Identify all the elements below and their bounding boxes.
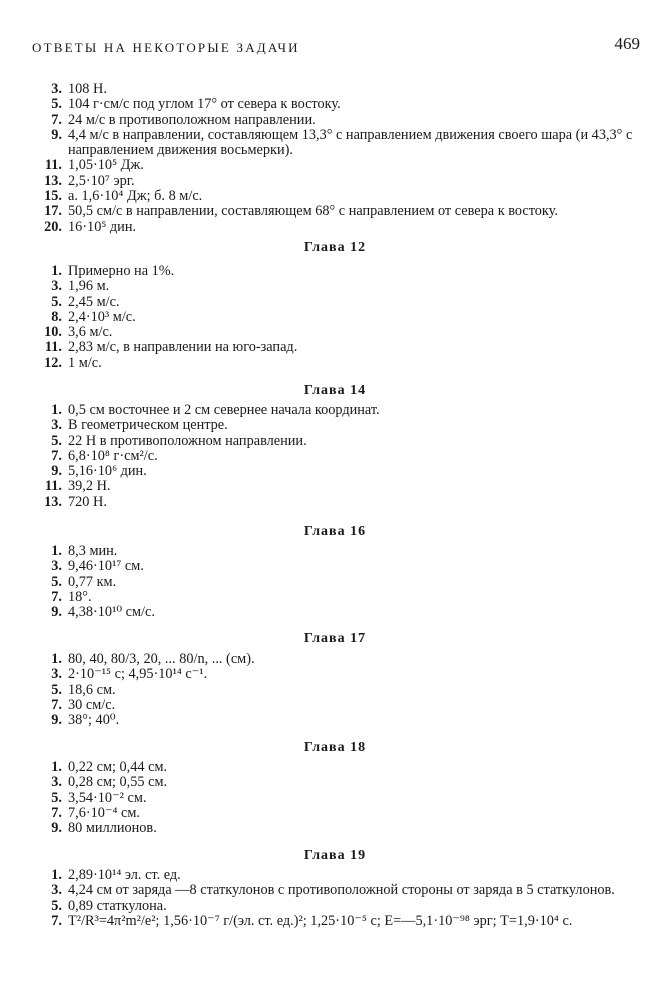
answer-number: 7. bbox=[51, 804, 62, 821]
answer-item bbox=[26, 403, 648, 418]
answer-text: 7,6·10⁻⁴ см. bbox=[68, 804, 141, 821]
chapter-title: Глава 16 bbox=[303, 524, 367, 539]
answer-text: 2,89·10¹⁴ эл. ст. ед. bbox=[68, 867, 181, 883]
answer-item bbox=[26, 158, 648, 173]
answer-number: 3. bbox=[51, 417, 62, 434]
answer-item bbox=[26, 495, 648, 510]
answer-number: 13. bbox=[44, 493, 62, 510]
answer-text: 4,38·10¹⁰ см/с. bbox=[68, 604, 155, 621]
answer-text: 4,4 м/с в направлении, составляющем 13,3° с направлением движения своего шара (и 43,3° с направлением движения восьмерки). bbox=[68, 126, 633, 159]
answer-number: 1. bbox=[51, 759, 62, 775]
answer-number: 7. bbox=[51, 912, 62, 929]
answer-text: 8,3 мин. bbox=[68, 543, 118, 559]
answer-item bbox=[26, 914, 648, 929]
answer-item bbox=[26, 356, 648, 371]
answer-item bbox=[26, 295, 648, 310]
answer-text: 80 миллионов. bbox=[68, 820, 157, 837]
answer-text: Примерно на 1%. bbox=[68, 263, 175, 279]
answer-number: 1. bbox=[51, 402, 62, 418]
answer-item bbox=[26, 575, 648, 590]
chapter-title: Глава 18 bbox=[303, 740, 367, 755]
answer-item bbox=[26, 821, 648, 836]
answer-text: 0,5 см восточнее и 2 см севернее начала координат. bbox=[68, 402, 380, 418]
answer-item bbox=[26, 883, 648, 898]
answer-text: 80, 40, 80/3, 20, ... 80/n, ... (см). bbox=[68, 651, 255, 667]
answer-item bbox=[26, 174, 648, 189]
answer-text: 9,46·10¹⁷ см. bbox=[68, 558, 144, 575]
answer-list bbox=[26, 82, 648, 235]
answer-list bbox=[26, 868, 648, 929]
answer-number: 5. bbox=[51, 897, 62, 914]
answer-number: 9. bbox=[51, 820, 62, 837]
answer-item bbox=[26, 434, 648, 449]
answer-text: В геометрическом центре. bbox=[68, 417, 228, 434]
answer-item bbox=[26, 899, 648, 914]
answer-item bbox=[26, 760, 648, 775]
answer-text: 38°; 40⁰. bbox=[68, 712, 120, 729]
page-number: 469 bbox=[614, 34, 640, 53]
answer-text: 0,22 см; 0,44 см. bbox=[68, 759, 168, 775]
answer-number: 3. bbox=[51, 666, 62, 683]
answer-item bbox=[26, 605, 648, 620]
answer-item bbox=[26, 544, 648, 559]
answer-number: 3. bbox=[51, 558, 62, 575]
answer-number: 1. bbox=[51, 651, 62, 667]
answer-number: 9. bbox=[51, 126, 62, 143]
answer-item bbox=[26, 775, 648, 790]
answer-item bbox=[26, 310, 648, 325]
answer-text: 108 Н. bbox=[68, 81, 107, 97]
answer-text: 50,5 см/с в направлении, составляющем 68° с направлением от севера к востоку. bbox=[68, 203, 558, 220]
answer-number: 5. bbox=[51, 573, 62, 590]
answer-text: 1,05·10⁵ Дж. bbox=[68, 157, 144, 174]
answer-text: 0,28 см; 0,55 см. bbox=[68, 774, 168, 791]
answer-number: 9. bbox=[51, 463, 62, 480]
answer-number: 13. bbox=[44, 172, 62, 189]
answer-number: 5. bbox=[51, 789, 62, 806]
answer-item bbox=[26, 667, 648, 682]
answer-text: 0,89 статкулона. bbox=[68, 897, 167, 914]
answer-item bbox=[26, 220, 648, 235]
answer-text: 24 м/с в противоположном направлении. bbox=[68, 111, 316, 128]
answer-number: 8. bbox=[51, 308, 62, 325]
chapter-title: Глава 12 bbox=[303, 240, 367, 255]
answer-number: 3. bbox=[51, 774, 62, 791]
answer-number: 3. bbox=[51, 278, 62, 295]
answer-number: 15. bbox=[44, 188, 62, 205]
answer-text: 2·10⁻¹⁵ с; 4,95·10¹⁴ с⁻¹. bbox=[68, 666, 208, 683]
answer-item bbox=[26, 559, 648, 574]
answer-item bbox=[26, 791, 648, 806]
answer-text: 16·10⁵ дин. bbox=[68, 218, 137, 235]
answer-item bbox=[26, 189, 648, 204]
chapter-title: Глава 14 bbox=[303, 383, 367, 398]
answer-number: 11. bbox=[44, 157, 62, 174]
answer-list bbox=[26, 544, 648, 620]
answer-text: 3,6 м/с. bbox=[68, 324, 113, 341]
chapter-title: Глава 17 bbox=[303, 631, 367, 646]
answer-number: 11. bbox=[44, 478, 62, 495]
answer-text: 2,45 м/с. bbox=[68, 293, 120, 310]
answer-number: 12. bbox=[44, 354, 62, 371]
answer-number: 1. bbox=[51, 263, 62, 279]
answer-text: 104 г·см/с под углом 17° от севера к востоку. bbox=[68, 96, 341, 113]
answer-text: 22 Н в противоположном направлении. bbox=[68, 432, 307, 449]
answer-number: 7. bbox=[51, 447, 62, 464]
answer-list bbox=[26, 760, 648, 836]
answer-number: 7. bbox=[51, 696, 62, 713]
answer-text: 2,4·10³ м/с. bbox=[68, 308, 136, 325]
answer-item bbox=[26, 325, 648, 340]
answer-item bbox=[26, 340, 648, 355]
answer-item bbox=[26, 479, 648, 494]
answer-item bbox=[26, 128, 648, 159]
answer-number: 20. bbox=[44, 218, 62, 235]
answer-number: 7. bbox=[51, 111, 62, 128]
answer-list bbox=[26, 403, 648, 510]
answer-text: T²/R³=4π²m²/e²; 1,56·10⁻⁷ г/(эл. ст. ед.)²; 1,25·10⁻⁵ с; E=—5,1·10⁻⁹⁸ эрг; T=1,9·10⁴ с. bbox=[68, 912, 573, 929]
answer-item bbox=[26, 418, 648, 433]
page-header bbox=[32, 34, 640, 60]
answer-number: 9. bbox=[51, 712, 62, 729]
answer-number: 10. bbox=[44, 324, 62, 341]
answer-text: 18°. bbox=[68, 588, 92, 605]
answer-number: 3. bbox=[51, 882, 62, 899]
answer-number: 1. bbox=[51, 543, 62, 559]
answer-text: 5,16·10⁶ дин. bbox=[68, 463, 147, 480]
answer-text: 1,96 м. bbox=[68, 278, 110, 295]
answer-item bbox=[26, 698, 648, 713]
answer-text: 6,8·10⁸ г·см²/с. bbox=[68, 447, 158, 464]
running-title: ОТВЕТЫ НА НЕКОТОРЫЕ ЗАДАЧИ bbox=[32, 40, 300, 55]
answer-text: 0,77 км. bbox=[68, 573, 117, 590]
answer-text: 2,83 м/с, в направлении на юго-запад. bbox=[68, 339, 298, 356]
answer-text: 18,6 см. bbox=[68, 681, 116, 698]
answer-number: 9. bbox=[51, 604, 62, 621]
answer-item bbox=[26, 97, 648, 112]
chapter-title: Глава 19 bbox=[303, 848, 367, 863]
answer-item bbox=[26, 464, 648, 479]
answer-item bbox=[26, 652, 648, 667]
answer-number: 3. bbox=[51, 81, 62, 97]
answer-item bbox=[26, 449, 648, 464]
answer-text: 2,5·10⁷ эрг. bbox=[68, 172, 135, 189]
answer-number: 5. bbox=[51, 432, 62, 449]
answer-text: а. 1,6·10⁴ Дж; б. 8 м/с. bbox=[68, 188, 203, 205]
answer-text: 30 см/с. bbox=[68, 696, 116, 713]
answer-number: 5. bbox=[51, 293, 62, 310]
answer-text: 1 м/с. bbox=[68, 354, 102, 371]
answer-text: 720 Н. bbox=[68, 493, 107, 510]
answer-item bbox=[26, 204, 648, 219]
answer-number: 11. bbox=[44, 339, 62, 356]
answer-item bbox=[26, 683, 648, 698]
answer-number: 17. bbox=[44, 203, 62, 220]
answer-list bbox=[26, 652, 648, 728]
answer-item bbox=[26, 713, 648, 728]
answer-item bbox=[26, 264, 648, 279]
answer-text: 39,2 Н. bbox=[68, 478, 111, 495]
answer-number: 1. bbox=[51, 867, 62, 883]
answer-item bbox=[26, 590, 648, 605]
answer-text: 4,24 см от заряда —8 статкулонов с противоположной стороны от заряда в 5 статкулонов. bbox=[68, 882, 615, 899]
answer-number: 5. bbox=[51, 96, 62, 113]
answer-item bbox=[26, 806, 648, 821]
answer-text: 3,54·10⁻² см. bbox=[68, 789, 147, 806]
answer-item bbox=[26, 868, 648, 883]
answer-number: 7. bbox=[51, 588, 62, 605]
answer-item bbox=[26, 113, 648, 128]
answer-item bbox=[26, 82, 648, 97]
answer-list bbox=[26, 264, 648, 371]
answer-number: 5. bbox=[51, 681, 62, 698]
answer-item bbox=[26, 279, 648, 294]
